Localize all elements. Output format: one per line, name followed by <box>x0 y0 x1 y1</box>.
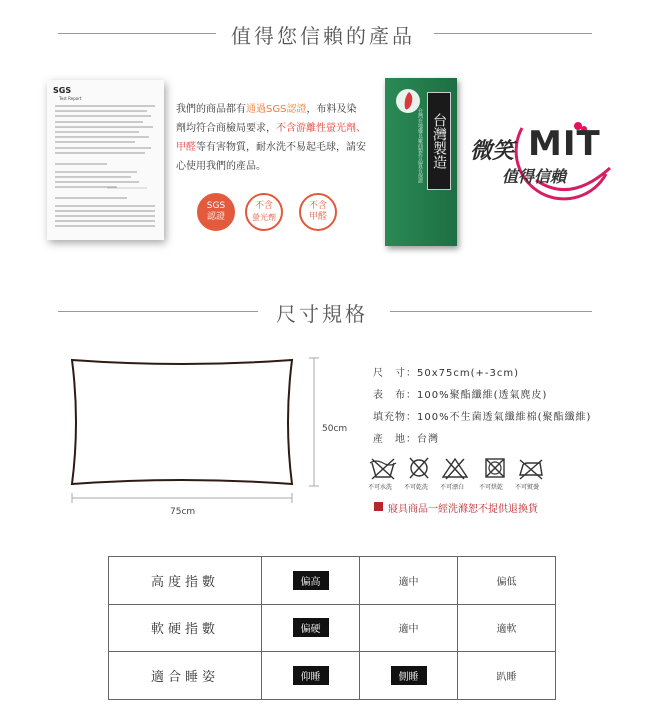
row-label: 軟硬指數 <box>109 604 262 652</box>
table-cell <box>262 557 360 605</box>
care-label-iron: 不可熨燙 <box>515 484 540 491</box>
selected-cell-label: 偏硬 <box>293 618 329 637</box>
cell-label: 適中 <box>398 624 419 636</box>
table-row <box>109 604 556 652</box>
badge-no-fluorescent <box>245 193 283 231</box>
return-notice: 寢具商品一經洗滌恕不提供退換貨 <box>388 504 538 515</box>
desc-highlight-free: 不含游離性螢光劑、甲醛 <box>176 123 366 153</box>
table-cell <box>262 604 360 652</box>
selected-cell-label: 仰睡 <box>293 666 329 685</box>
table-cell <box>458 652 556 700</box>
size-section-title: 尺寸規格 <box>276 302 368 326</box>
notice-marker <box>374 502 383 511</box>
cell-label: 偏低 <box>496 576 517 588</box>
mit-trust-text: 值得信賴 <box>502 167 567 186</box>
desc-text-1: 我們的商品都有 <box>176 104 246 115</box>
pillow-width-label: 75cm <box>170 507 196 517</box>
title-line-left <box>58 33 216 34</box>
mit-smile-text: 微笑 <box>470 139 515 164</box>
size-title-line-right <box>390 311 592 312</box>
no-wash-icon <box>366 455 400 485</box>
cell-label: 適中 <box>398 576 419 588</box>
badge-fluorescent-line1: 不含 <box>254 201 273 211</box>
taiwan-made-tag <box>385 78 457 246</box>
table-row <box>109 557 556 605</box>
no-dryer-icon <box>478 455 512 485</box>
table-cell <box>360 557 458 605</box>
table-cell <box>360 604 458 652</box>
pillow-diagram <box>62 350 402 520</box>
care-instructions <box>366 455 556 495</box>
table-cell <box>458 557 556 605</box>
care-label-wash: 不可水洗 <box>368 484 393 491</box>
row-label: 高度指數 <box>109 557 262 605</box>
badge-sgs-line2: 認證 <box>206 212 225 222</box>
badge-no-formaldehyde <box>299 193 337 231</box>
care-label-dryer: 不可烘乾 <box>479 484 504 491</box>
spec-size: 尺 寸：50x75cm(+-3cm) <box>373 368 519 379</box>
desc-highlight-sgs: 通過SGS認證 <box>246 104 307 115</box>
taiwan-made-text: 台灣在地優良廠商製作品質有保證 <box>417 108 423 183</box>
selected-cell-label: 偏高 <box>293 571 329 590</box>
spec-fabric: 表 布：100%聚酯纖維(透氣麂皮) <box>373 390 548 401</box>
no-tumble-dry-icon <box>402 455 436 485</box>
spec-origin: 產 地：台灣 <box>373 434 439 445</box>
table-cell <box>360 652 458 700</box>
desc-text-2: ，布料及染劑均符合商檢局要求， <box>176 104 357 134</box>
size-title-line-left <box>58 311 258 312</box>
sgs-certificate-image <box>47 80 164 240</box>
quality-description <box>176 100 366 176</box>
mit-word: MIT <box>528 124 601 164</box>
table-cell <box>458 604 556 652</box>
certificate-subtitle: Test Report <box>59 96 82 101</box>
badge-formaldehyde-line2: 甲醛 <box>308 212 327 222</box>
spec-filling: 填充物：100%不生菌透氣纖維棉(聚酯纖維) <box>373 412 592 423</box>
pillow-index-table <box>108 556 556 700</box>
title-line-right <box>434 33 592 34</box>
certificate-text-lines <box>47 80 164 240</box>
pillow-height-label: 50cm <box>322 424 348 434</box>
badge-sgs-line1: SGS <box>206 201 226 211</box>
trust-section-title: 值得您信賴的產品 <box>231 24 415 48</box>
taiwan-made-title: 台灣製造 <box>427 92 451 190</box>
table-row <box>109 652 556 700</box>
badge-fluorescent-line2: 螢光劑 <box>252 213 276 222</box>
cell-label: 適軟 <box>496 624 517 636</box>
badge-sgs <box>197 193 235 231</box>
badge-formaldehyde-line1: 不含 <box>308 201 327 211</box>
care-label-bleach: 不可漂白 <box>440 484 465 491</box>
cell-label: 趴睡 <box>496 672 517 684</box>
row-label: 適合睡姿 <box>109 652 262 700</box>
selected-cell-label: 側睡 <box>391 666 427 685</box>
table-cell <box>262 652 360 700</box>
smile-mit-logo <box>470 118 620 208</box>
care-label-tumble: 不可乾洗 <box>404 484 429 491</box>
desc-text-3: 等有害物質，耐水洗不易起毛球，請安心使用我們的產品。 <box>176 142 366 172</box>
no-iron-icon <box>514 455 548 485</box>
certificate-logo: SGS <box>53 86 72 95</box>
no-bleach-icon <box>438 455 472 485</box>
